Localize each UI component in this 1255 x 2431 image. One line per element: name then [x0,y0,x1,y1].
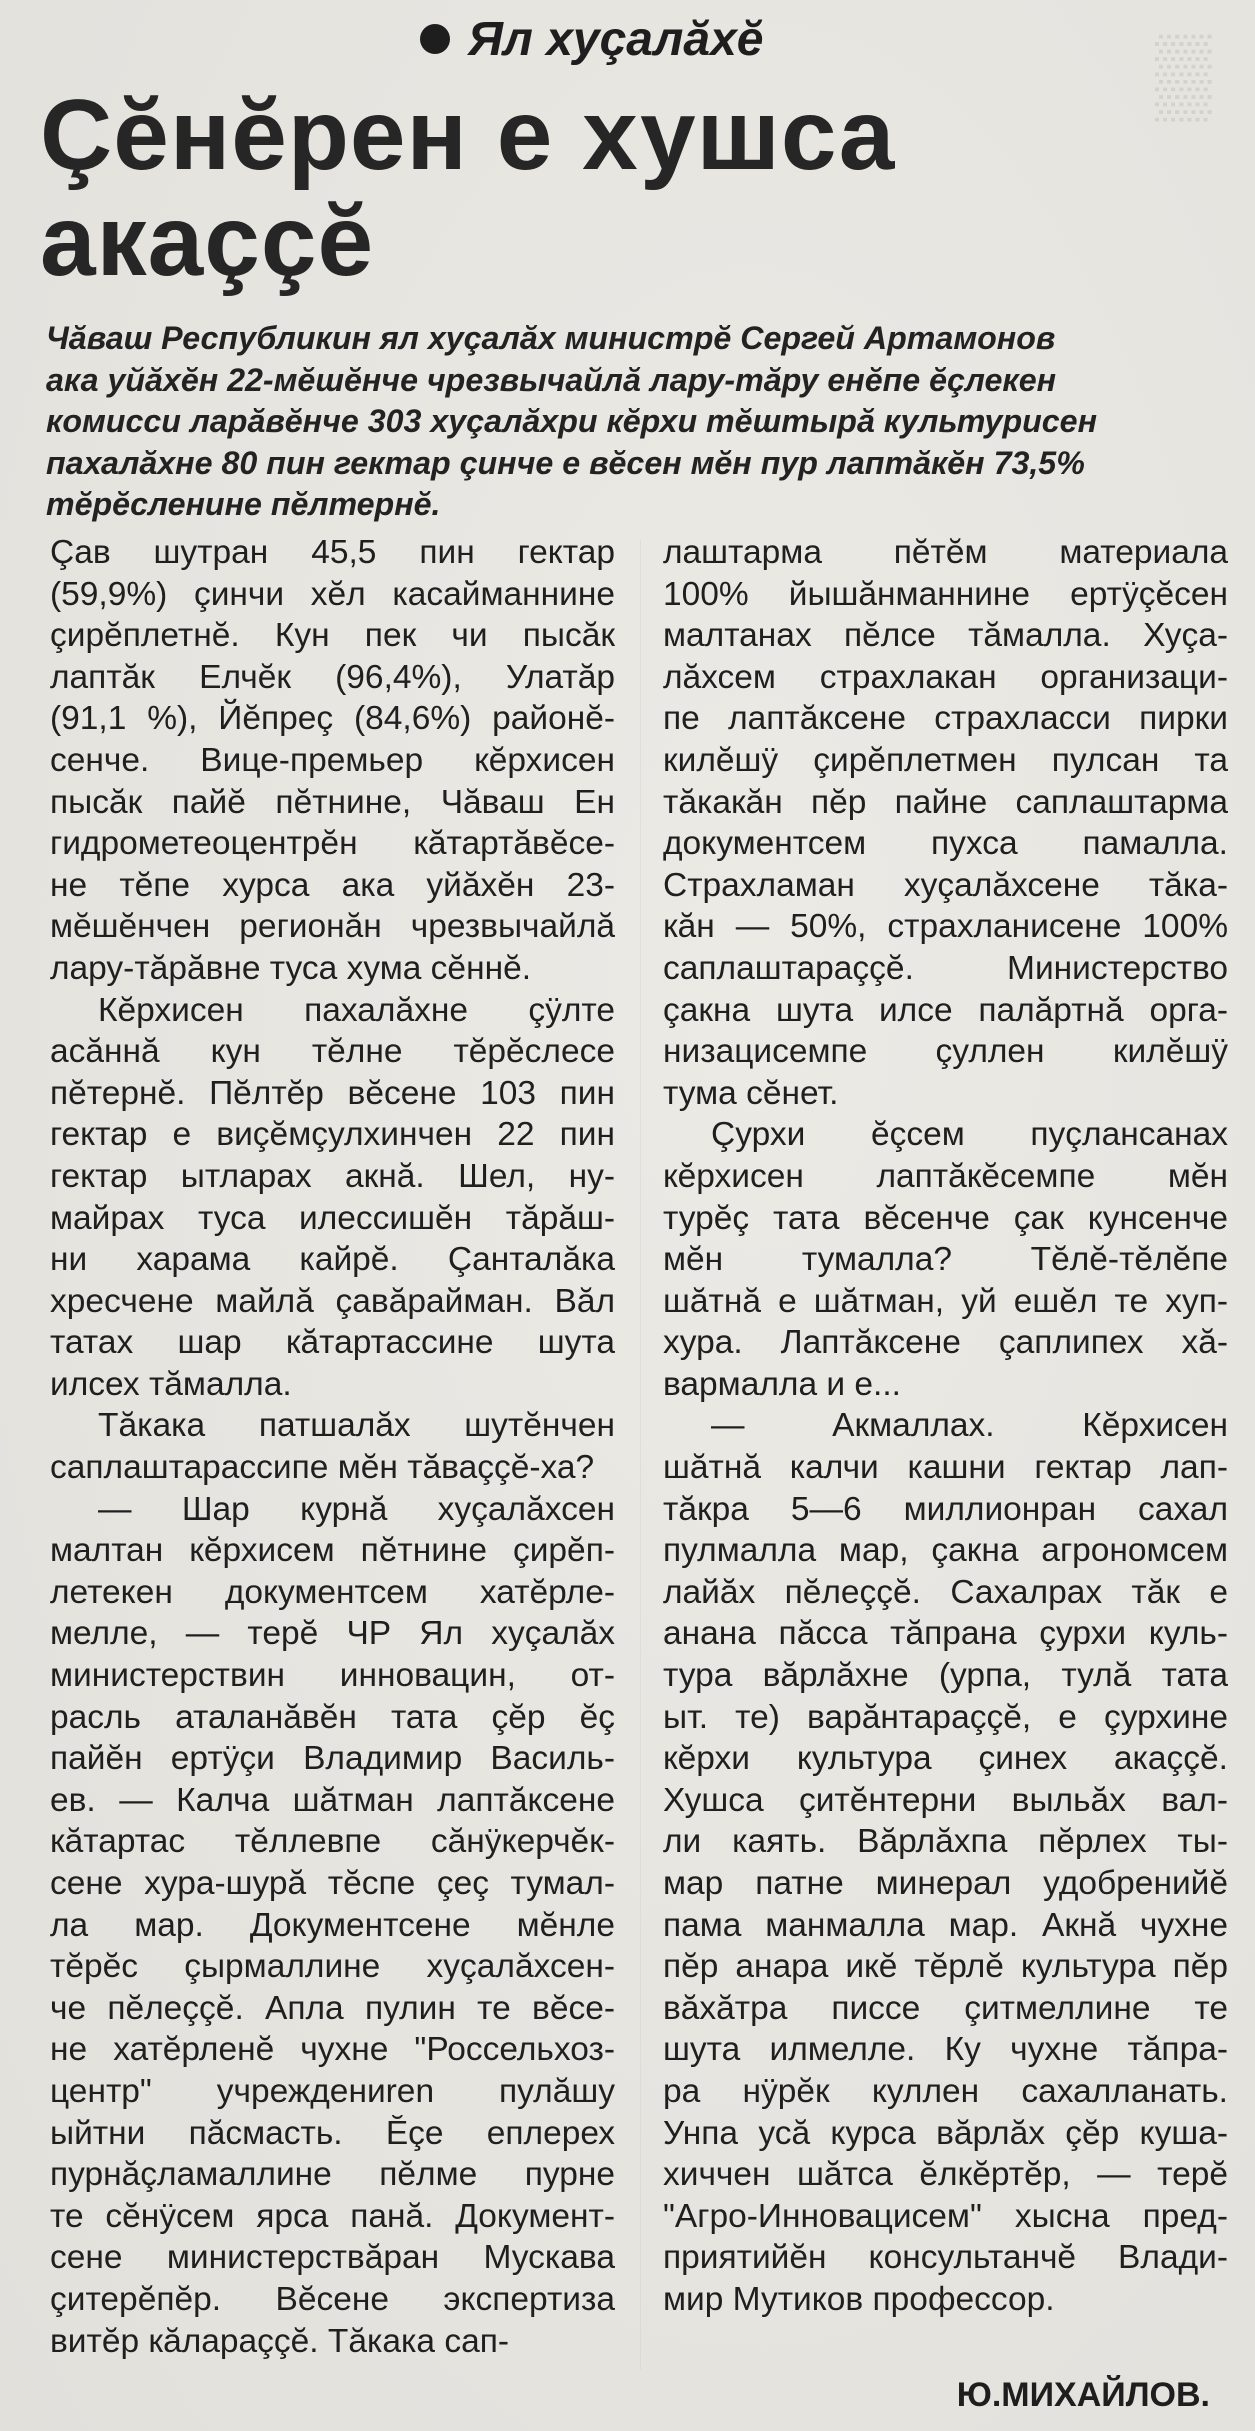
text-line: вармалла и е... [663,1365,901,1403]
text-line: килĕшÿ çирĕплетмен пулсан та [663,741,1228,779]
text-line: ла мар. Документсене мĕнле [50,1906,615,1944]
section-rubric [420,4,764,74]
text-line: пысăк пайĕ пĕтнине, Чăваш Ен [50,783,615,821]
text-line: кăн — 50%, страхланисене 100% [663,908,1228,946]
text-line: пайĕн ертÿçи Владимир Василь- [50,1740,615,1778]
text-line: не тĕпе хурса ака уйăхĕн 23- [50,866,615,904]
text-line: расль аталанăвĕн тата çĕр ĕç [50,1698,615,1736]
text-line: Тăкака патшалăх шутĕнчен [98,1407,615,1445]
text-line: низацисемпе çуллен килĕшÿ [663,1033,1228,1071]
lead-line: комисси ларăвĕнче 303 хуçалăхри кĕрхи тĕштырă культурисен [46,403,1098,439]
lead-line: Чăваш Республикин ял хуçалăх министрĕ Сергей Артамонов [46,320,1056,356]
text-line: хиччен шăтса ĕлкĕртĕр, — терĕ [663,2156,1228,2194]
text-line: приятийĕн консультанчĕ Влади- [663,2239,1228,2277]
text-line: витĕр кăлараççĕ. Тăкака сап- [50,2322,510,2360]
text-line: тĕрĕс çырмаллине хуçалăхсен- [50,1948,615,1986]
text-line: кĕрхисен лаптăкĕсемпе мĕн [663,1157,1228,1195]
rubric-text: Ял хуçалăхĕ [468,12,764,66]
text-line: шăтнă калчи кашни гектар лап- [663,1449,1228,1487]
text-line: лаптăк Елчĕк (96,4%), Улатăр [50,658,615,696]
text-line: — Шар курнă хуçалăхсен [98,1490,615,1528]
text-line: ыйтни пăсмасть. Ĕçе еплерех [50,2114,615,2152]
text-line: пурнăçламаллине пĕлме пурне [50,2156,615,2194]
lead-line: пахалăхне 80 пин гектар çинче е вĕсен мĕн пур лаптăкĕн 73,5% [46,444,1085,481]
text-line: кăтартас тĕллевпе сăнÿкерчĕк- [50,1823,615,1861]
text-line: ра нÿрĕк куллен сахалланать. [663,2072,1228,2110]
text-line: не хатĕрленĕ чухне "Россельхоз- [50,2031,615,2069]
text-line: центр" учреждениren пулăшу [50,2072,615,2110]
text-line: сене хура-шурă тĕспе çеç тумал- [50,1865,615,1902]
text-line: "Агро-Инновацисем" хысна пред- [663,2197,1228,2235]
text-line: документсем пухса памалла. [663,825,1228,863]
text-line: çакна шута илсе палăртнă орга- [663,991,1228,1029]
text-line: анана пăсса тăпрана çурхи куль- [663,1615,1228,1653]
text-line: (91,1 %), Йĕпреç (84,6%) районĕ- [50,700,615,738]
headline-line: Çĕнĕрен е хушса [40,79,896,191]
text-line: пе лаптăксене страхласси пирки [663,700,1228,738]
text-line: — Акмаллах. Кĕрхисен [711,1407,1228,1445]
text-line: Çав шутран 45,5 пин гектар [50,534,615,571]
text-line: çитерĕпĕр. Вĕсене экспертиза [50,2280,615,2318]
author-signature: Ю.МИХАЙЛОВ. [956,2376,1210,2414]
text-line: Хушса çитĕнтерни выльăх вал- [663,1781,1228,1819]
text-line: хура. Лаптăксене çаплипех хă- [663,1324,1228,1362]
text-line: мир Мутиков профессор. [663,2280,1055,2318]
text-line: пама манмалла мар. Акнă чухне [663,1906,1228,1944]
lead-line: тĕрĕсленине пĕлтернĕ. [46,486,441,522]
text-line: гидрометеоцентрĕн кăтартăвĕсе- [50,825,615,863]
text-line: майрах туса илессишĕн тăрăш- [50,1199,615,1237]
text-line: гектар е виçĕмçулхинчен 22 пин [50,1116,615,1154]
text-line: (59,9%) çинчи хĕл касайманнине [50,575,615,613]
text-line: малтанах пĕлсе тăмалла. Хуçа- [663,617,1228,655]
text-line: ли каять. Вăрлăхпа пĕрлех ты- [663,1823,1228,1861]
text-line: Çурхи ĕçсем пуçлансанах [711,1116,1228,1154]
lead-paragraph [46,318,1221,526]
text-line: лару-тăрăвне туса хума сĕннĕ. [50,949,532,987]
headline-line: акаççĕ [40,185,375,297]
text-line: Страхламан хуçалăхсене тăка- [663,866,1228,904]
text-line: лайăх пĕлеççĕ. Сахалрах тăк е [663,1573,1228,1611]
body-column-left [50,532,615,2362]
text-line: мĕшĕнчен регионăн чрезвычайлă [50,908,615,946]
text-line: гектар ытларах акнă. Шел, ну- [50,1157,615,1195]
text-line: илсех тăмалла. [50,1365,292,1403]
bullet-icon [420,24,450,54]
text-line: саплаштараççĕ. Министерство [663,949,1228,987]
text-line: пĕр анара икĕ тĕрлĕ культура пĕр [663,1948,1228,1986]
text-line: ев. — Калча шăтман лаптăксене [50,1781,615,1819]
text-line: Унпа усă курса вăрлăх çĕр куша- [663,2114,1228,2152]
bleed-through-decoration: ▒ [1155,29,1212,118]
text-line: тура вăрлăхне (урпа, тулă тата [663,1657,1228,1695]
text-line: че пĕлеççĕ. Апла пулин те вĕсе- [50,1989,615,2027]
text-line: саплаштарассипе мĕн тăваççĕ-ха? [50,1449,595,1487]
text-line: асăннă кун тĕлне тĕрĕслесе [50,1033,615,1071]
text-line: мар патне минерал удобренийĕ [663,1865,1228,1902]
text-line: пĕтернĕ. Пĕлтĕр вĕсене 103 пин [50,1074,615,1112]
text-line: турĕç тата вĕсенче çак кунсенче [663,1199,1228,1237]
text-line: шăтнă е шăтман, уй ешĕл те хуп- [663,1282,1228,1320]
text-line: те сĕнÿсем ярса панă. Документ- [50,2197,615,2235]
text-line: тума сĕнет. [663,1074,839,1112]
text-line: кĕрхи культура çинех акаççĕ. [663,1740,1228,1778]
text-line: министерствин инновацин, от- [50,1657,615,1695]
text-line: çирĕплетнĕ. Кун пек чи пысăк [50,617,615,655]
text-line: мĕн тумалла? Тĕлĕ-тĕлĕпе [663,1241,1228,1279]
text-line: мелле, — терĕ ЧР Ял хуçалăх [50,1615,615,1653]
text-line: ни харама кайрĕ. Çанталăка [50,1241,615,1279]
text-line: 100% йышăнманнине ертÿçĕсен [663,575,1228,613]
text-line: лăхсем страхлакан организаци- [663,658,1228,696]
text-line: лаштарма пĕтĕм материала [663,534,1228,571]
text-line: малтан кĕрхисем пĕтнине çирĕп- [50,1532,615,1570]
text-line: хресчене майлă çавăрайман. Вăл [50,1282,615,1320]
text-line: татах шар кăтартассине шута [50,1324,615,1362]
text-line: сене министерствăран Мускава [50,2239,615,2277]
text-line: вăхăтра писсе çитмеллине те [663,1989,1228,2027]
text-line: пулмалла мар, çакна агрономсем [663,1532,1228,1570]
text-line: шута илмелле. Ку чухне тăпра- [663,2031,1228,2069]
body-column-right [663,532,1228,2321]
text-line: ыт. те) варăнтараççĕ, е çурхине [663,1698,1228,1736]
text-line: сенче. Вице-премьер кĕрхисен [50,741,615,779]
text-line: летекен документсем хатĕрле- [50,1573,615,1611]
headline [40,79,1220,297]
lead-line: ака уйăхĕн 22-мĕшĕнче чрезвычайлă лару-тăру енĕпе ĕçлекен [46,361,1057,398]
column-divider [640,540,641,2370]
text-line: тăкра 5—6 миллионран сахал [663,1490,1228,1528]
text-line: Кĕрхисен пахалăхне çÿлте [98,991,615,1029]
text-line: тăкакăн пĕр пайне саплаштарма [663,783,1228,821]
